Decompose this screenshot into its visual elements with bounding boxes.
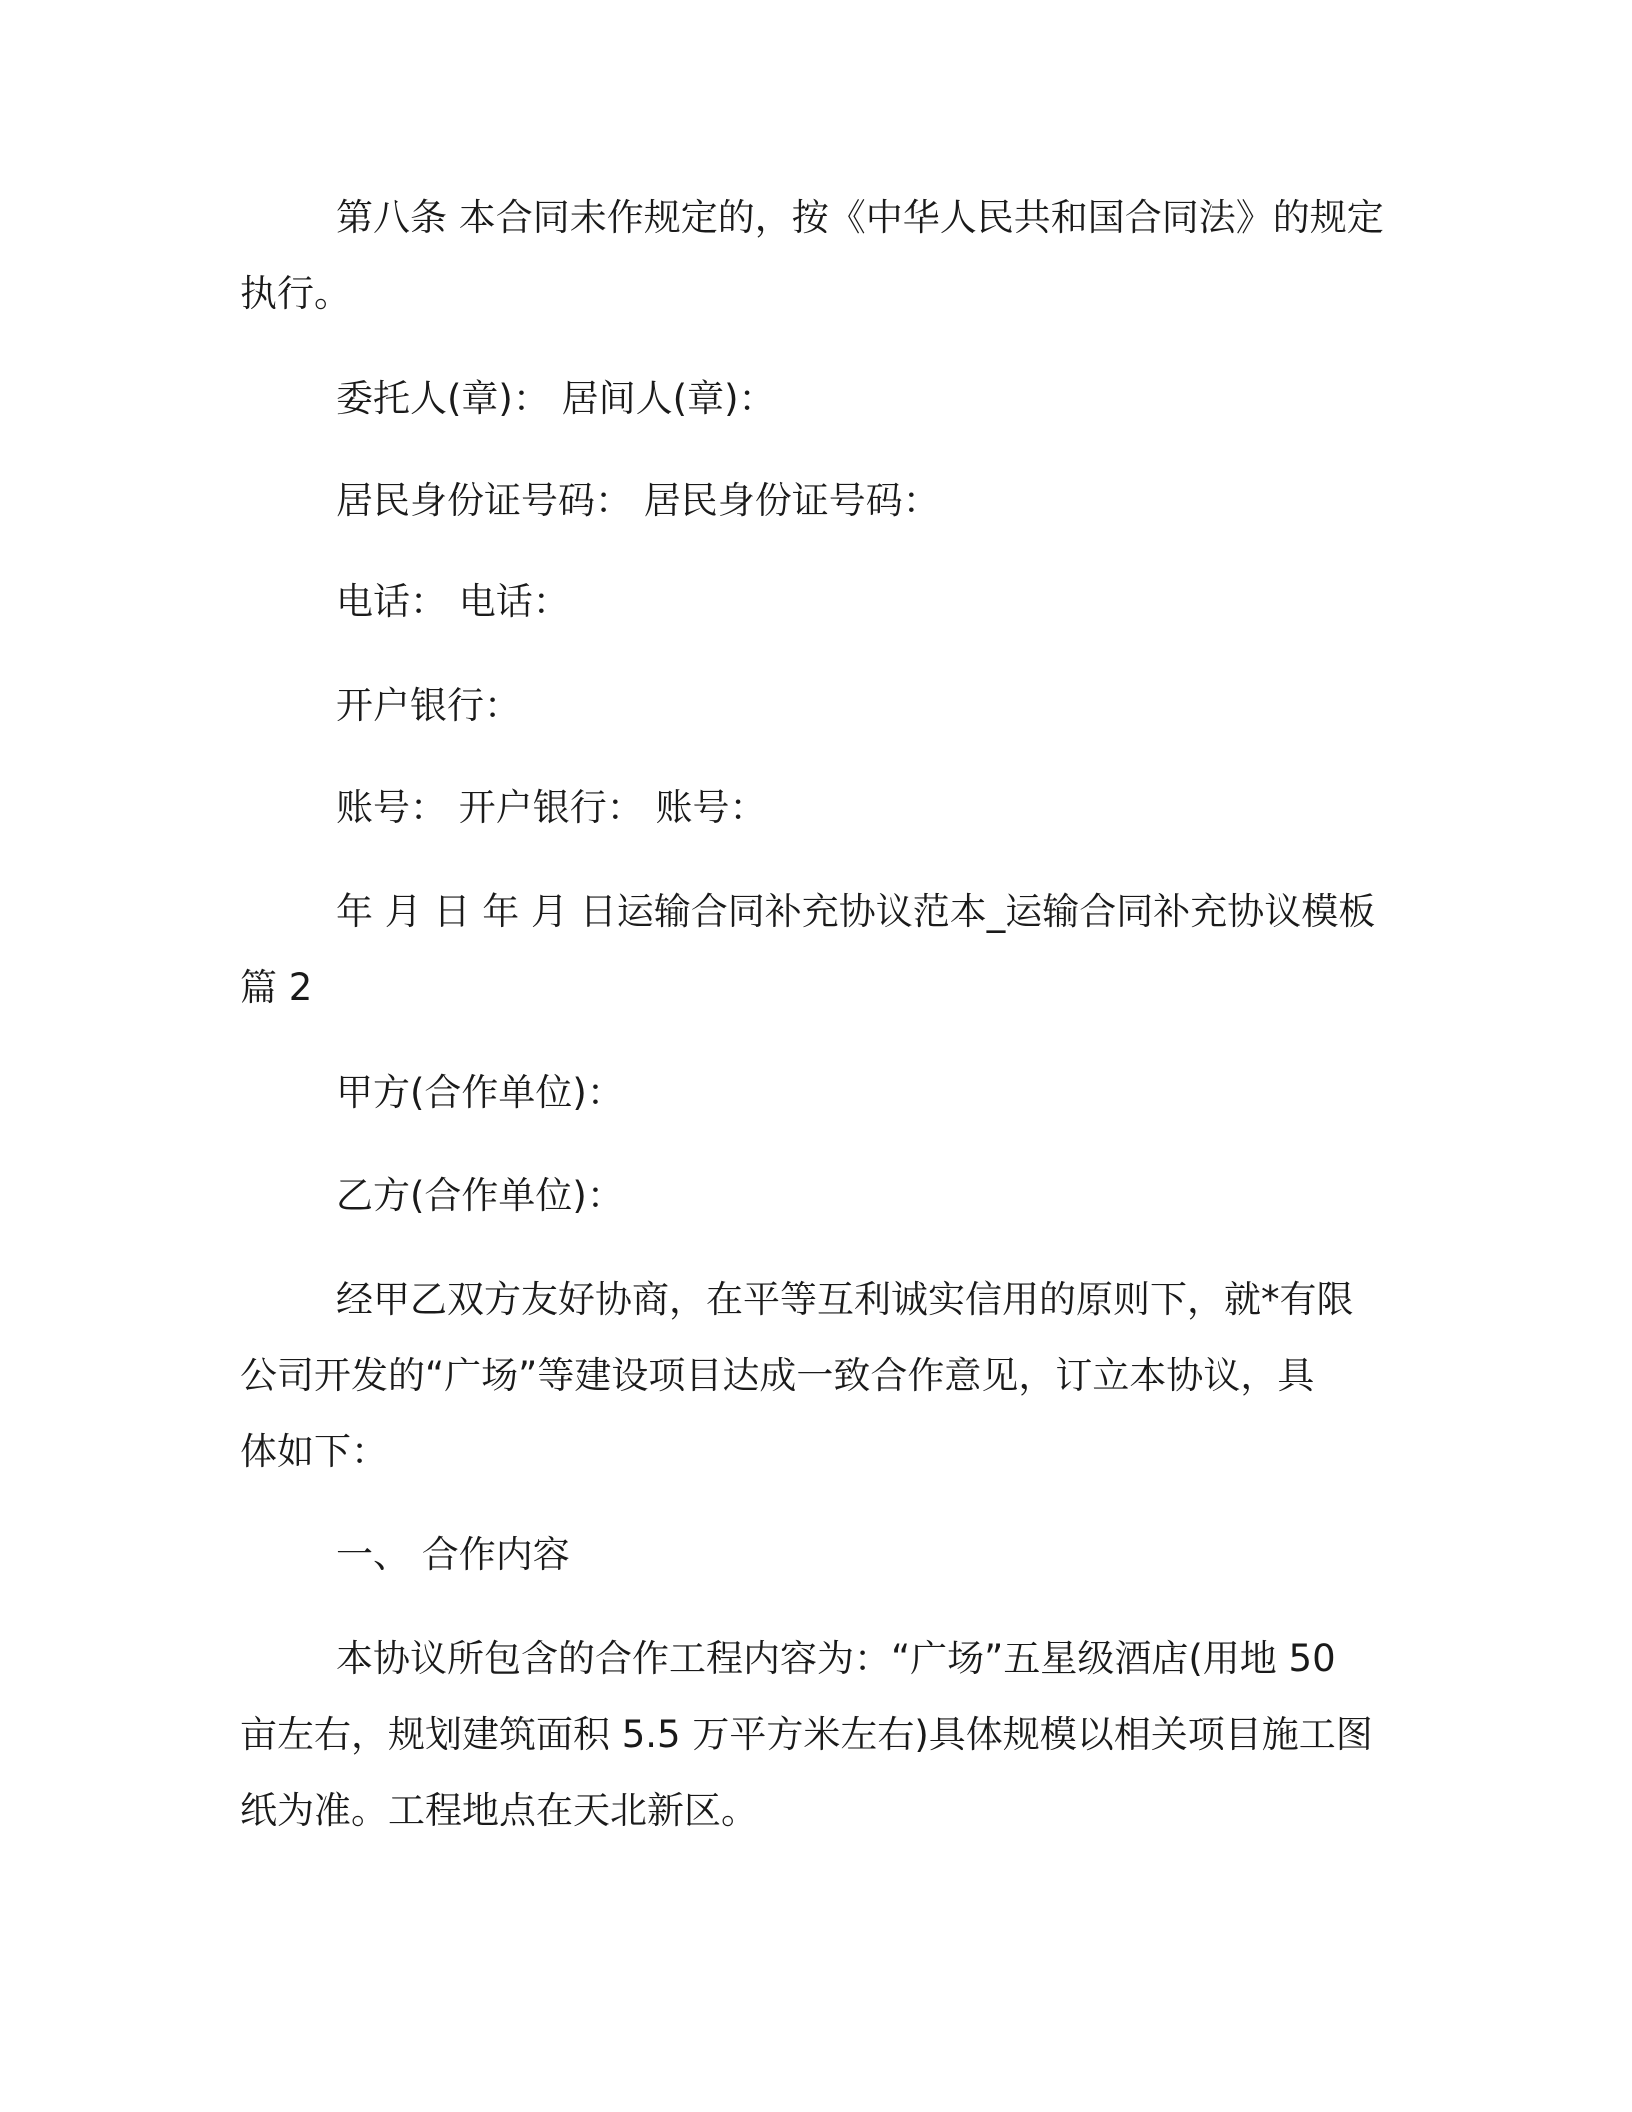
- paragraph-date-title: [240, 874, 1390, 1026]
- paragraph-party-b: [240, 1158, 1390, 1234]
- paragraph-phone: [240, 564, 1390, 640]
- text-line: 本协议所包含的合作工程内容为：“广场”五星级酒店(用地 50: [336, 1637, 1336, 1680]
- text-line: 年 月 日 年 月 日运输合同补充协议范本_运输合同补充协议模板: [336, 890, 1376, 933]
- text-line: 纸为准。工程地点在天北新区。: [240, 1789, 758, 1832]
- text-line: 第八条 本合同未作规定的，按《中华人民共和国合同法》的规定: [336, 196, 1384, 239]
- text-line: 经甲乙双方友好协商，在平等互利诚实信用的原则下，就*有限: [336, 1278, 1354, 1321]
- text-line: 执行。: [240, 272, 351, 315]
- text-line: 乙方(合作单位)：: [336, 1174, 624, 1217]
- paragraph-party-a: [240, 1055, 1390, 1131]
- text-line: 亩左右，规划建筑面积 5.5 万平方米左右)具体规模以相关项目施工图: [240, 1713, 1373, 1756]
- paragraph-signature-parties: [240, 361, 1390, 437]
- text-line: 委托人(章)： 居间人(章)：: [336, 377, 776, 420]
- text-line: 公司开发的“广场”等建设项目达成一致合作意见，订立本协议，具: [240, 1354, 1315, 1397]
- text-line: 体如下：: [240, 1430, 388, 1473]
- text-line: 电话： 电话：: [336, 580, 570, 623]
- paragraph-bank: [240, 668, 1390, 744]
- text-line: 甲方(合作单位)：: [336, 1071, 624, 1114]
- paragraph-account: [240, 770, 1390, 846]
- text-line: 开户银行：: [336, 684, 521, 727]
- text-line: 账号： 开户银行： 账号：: [336, 786, 767, 829]
- paragraph-id-numbers: [240, 463, 1390, 539]
- text-line: 居民身份证号码： 居民身份证号码：: [336, 479, 940, 522]
- text-line: 一、 合作内容: [336, 1533, 570, 1576]
- text-line: 篇 2: [240, 966, 313, 1009]
- paragraph-article-8: [240, 180, 1390, 332]
- paragraph-cooperation-content: [240, 1621, 1390, 1849]
- paragraph-agreement-intro: [240, 1262, 1390, 1490]
- section-heading-cooperation: [240, 1517, 1390, 1593]
